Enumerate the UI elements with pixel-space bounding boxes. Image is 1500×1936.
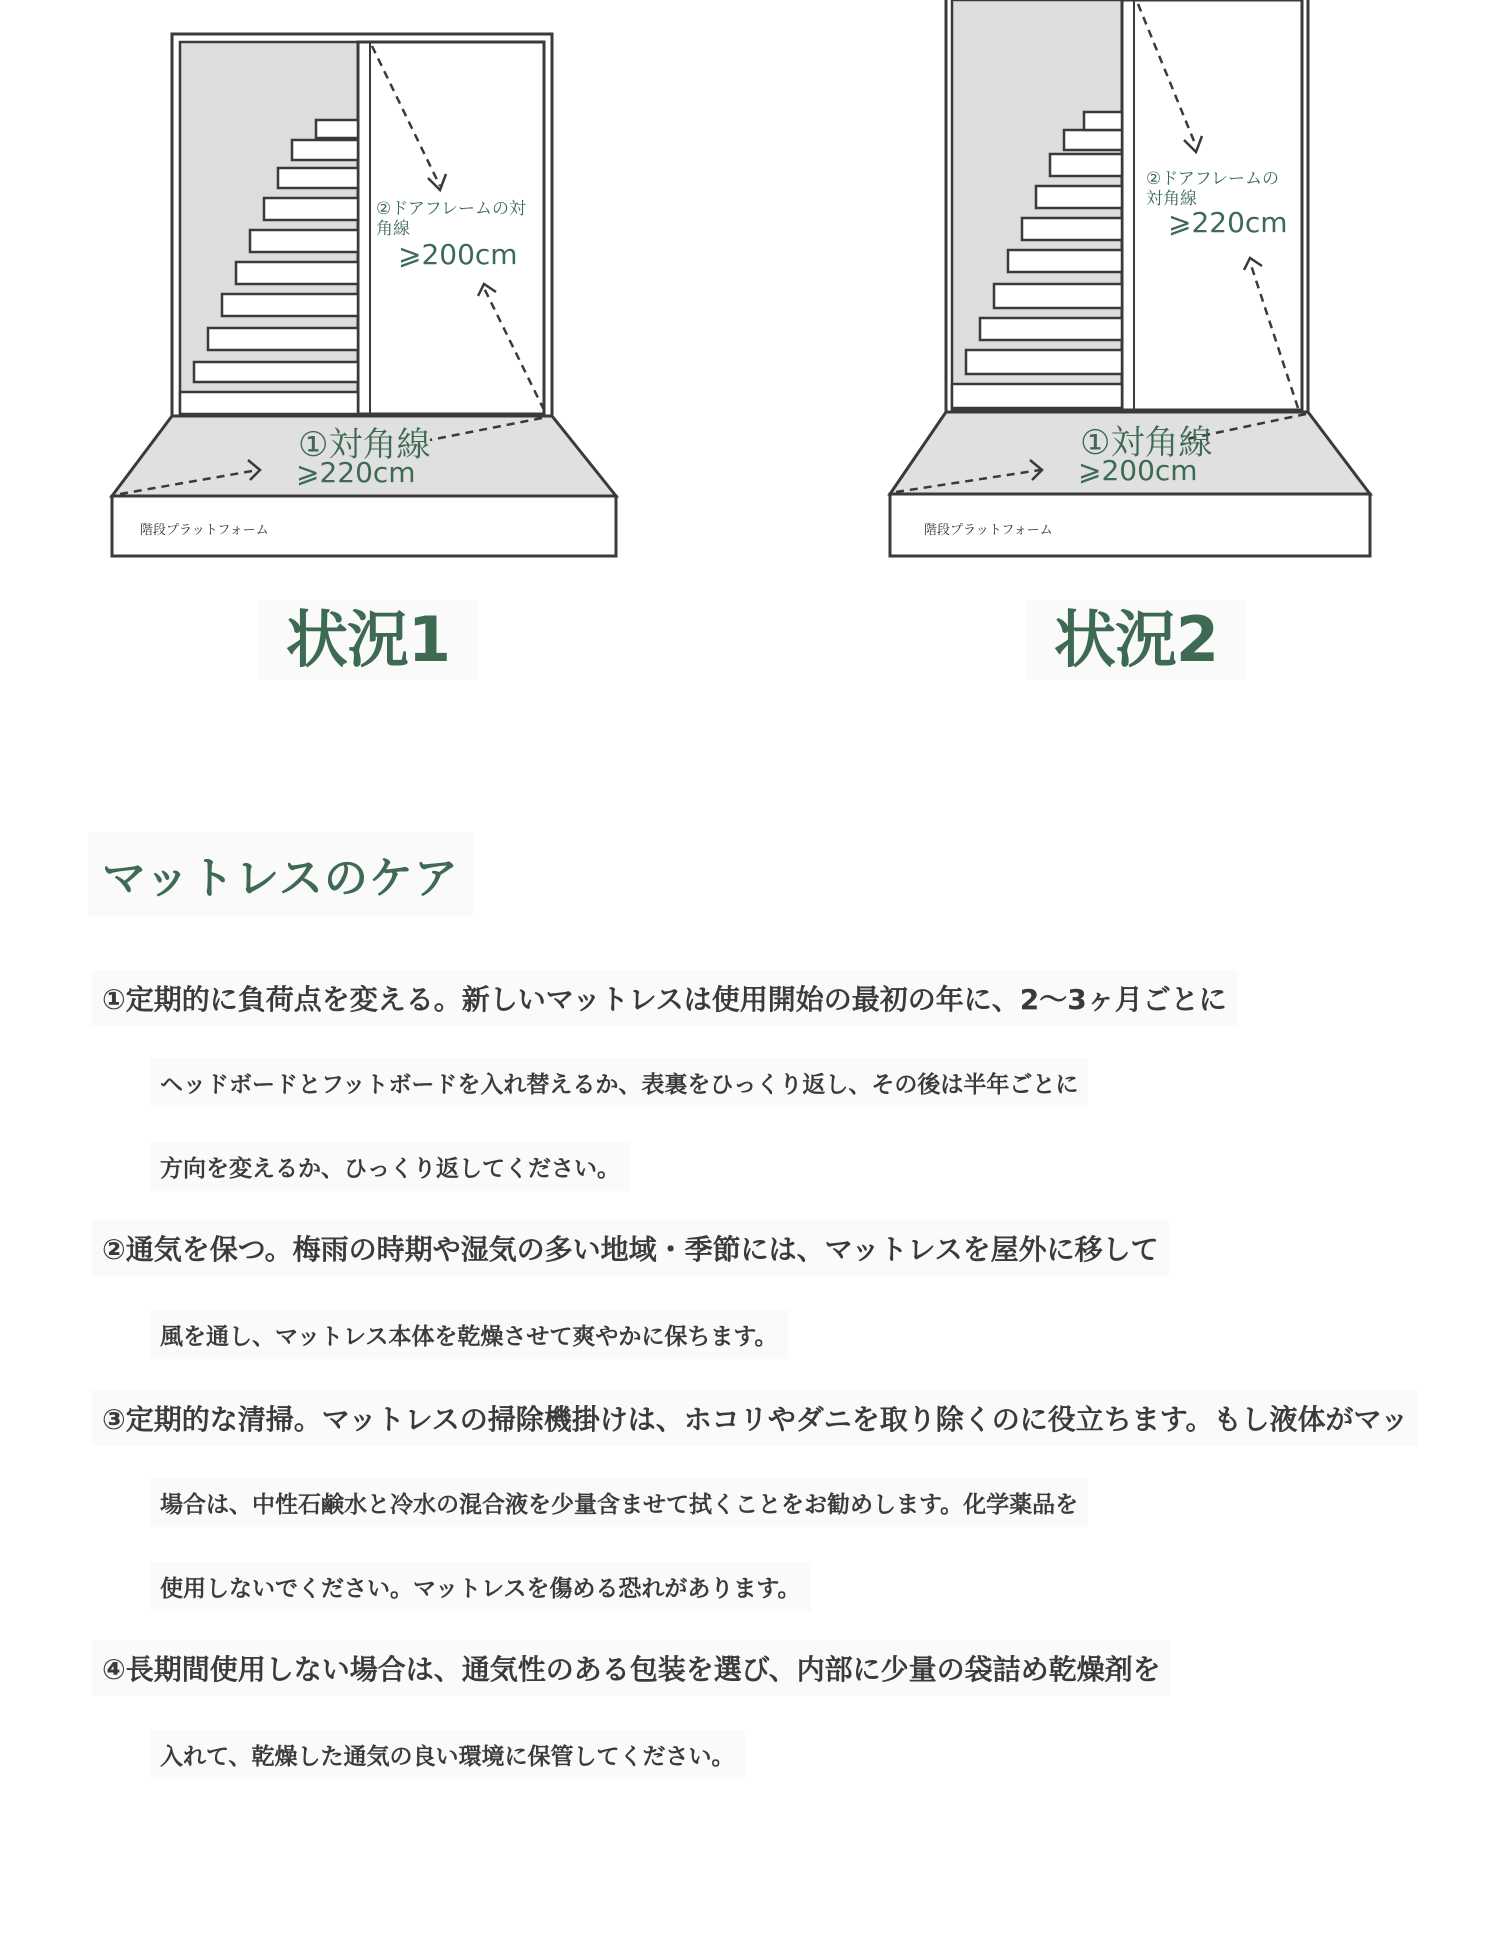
mattress-care-title: マットレスのケア: [88, 832, 473, 916]
care-item-1: ①定期的に負荷点を変える。新しいマットレスは使用開始の最初の年に、2〜3ヶ月ごとに: [92, 970, 1237, 1026]
care-item-3: ③定期的な清掃。マットレスの掃除機掛けは、ホコリやダニを取り除くのに役立ちます。もし液体がマッ: [92, 1390, 1418, 1446]
door-diagonal-value: ⩾200cm: [398, 238, 518, 271]
diagram-situation-2: [880, 0, 1400, 580]
floor-diagonal-label: ①対角線: [1080, 423, 1213, 463]
care-item-2: ②通気を保つ。梅雨の時期や湿気の多い地域・季節には、マットレスを屋外に移して: [92, 1220, 1169, 1276]
care-item-1-cont-2: 方向を変えるか、ひっくり返してください。: [150, 1142, 630, 1191]
situation-2-caption: 状況2: [1026, 600, 1246, 680]
care-item-1-cont-1: ヘッドボードとフットボードを入れ替えるか、表裏をひっくり返し、その後は半年ごとに: [150, 1058, 1088, 1107]
stair-door-diagram-1: [100, 0, 630, 580]
door-diagonal-label-line2: 対角線: [1146, 189, 1197, 209]
platform-label: 階段プラットフォーム: [924, 523, 1053, 538]
care-item-4: ④長期間使用しない場合は、通気性のある包装を選び、内部に少量の袋詰め乾燥剤を: [92, 1640, 1171, 1696]
care-item-3-cont-1: 場合は、中性石鹸水と冷水の混合液を少量含ませて拭くことをお勧めします。化学薬品を: [150, 1478, 1088, 1527]
floor-diagonal-value: ⩾220cm: [296, 456, 416, 489]
care-item-3-cont-2: 使用しないでください。マットレスを傷める恐れがあります。: [150, 1562, 811, 1611]
platform-label: 階段プラットフォーム: [140, 523, 269, 538]
stair-door-diagram-2: [880, 0, 1400, 580]
care-item-2-cont-1: 風を通し、マットレス本体を乾燥させて爽やかに保ちます。: [150, 1310, 788, 1359]
situation-1-caption: 状況1: [258, 600, 478, 680]
door-diagonal-label-line1: ②ドアフレームの対: [376, 199, 527, 219]
door-diagonal-value: ⩾220cm: [1168, 206, 1288, 239]
floor-diagonal-label: ①対角線: [298, 425, 431, 465]
diagram-situation-1: [100, 0, 630, 580]
door-diagonal-label-line1: ②ドアフレームの: [1146, 169, 1280, 189]
care-item-4-cont-1: 入れて、乾燥した通気の良い環境に保管してください。: [150, 1730, 745, 1779]
door-diagonal-label-line2: 角線: [376, 219, 410, 239]
floor-diagonal-value: ⩾200cm: [1078, 454, 1198, 487]
